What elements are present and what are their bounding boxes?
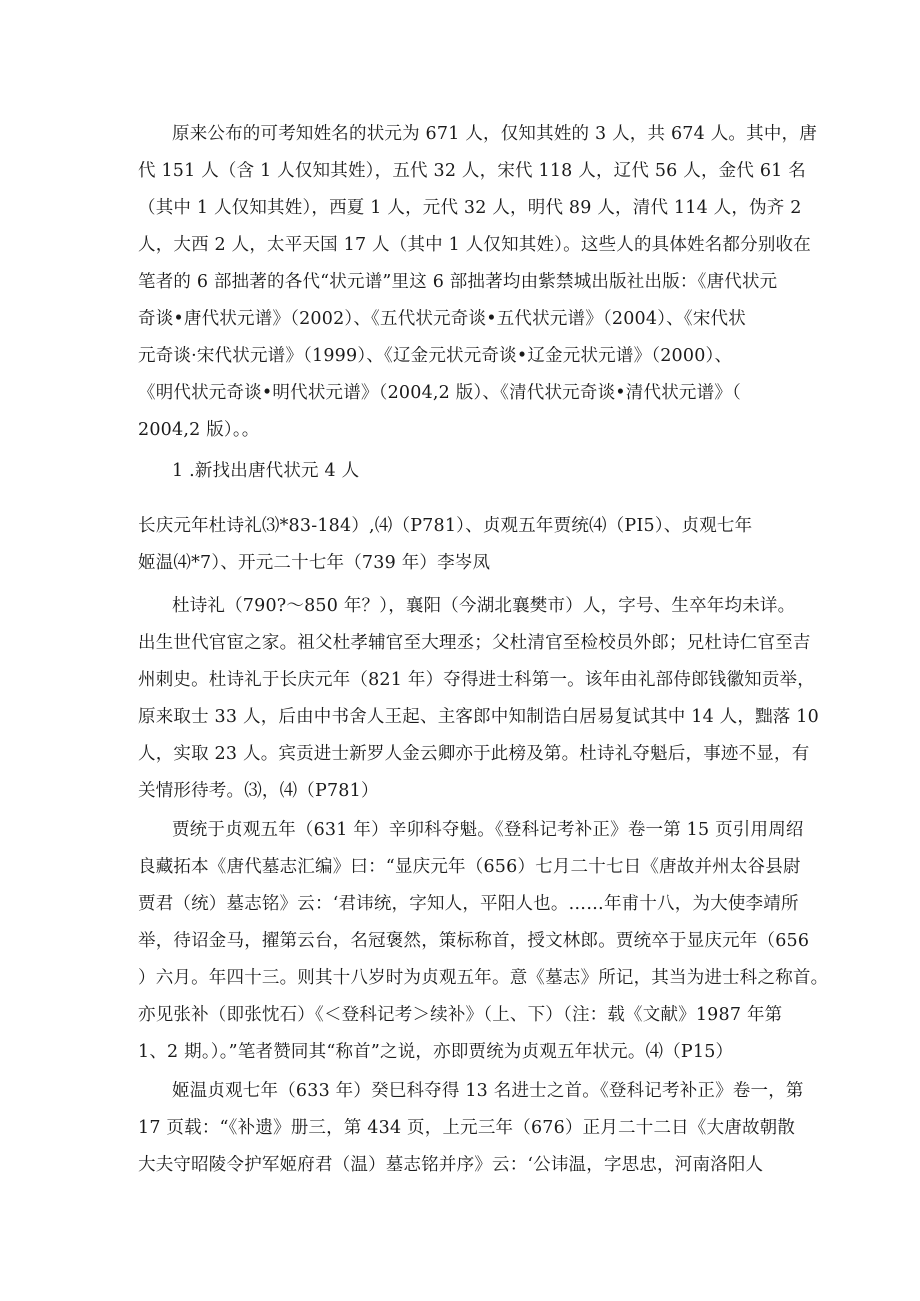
para-du-line: 州刺史。杜诗礼于长庆元年（821 年）夺得进士科第一。该年由礼部侍郎钱徽知贡举， — [138, 670, 815, 690]
para1-line: 笔者的 6 部拙著的各代“状元谱”里这 6 部拙著均由紫禁城出版社出版：《唐代状元 — [138, 272, 778, 292]
para-du-line: 关情形待考。⑶，⑷（P781） — [138, 781, 379, 801]
section-heading: 1 .新找出唐代状元 4 人 — [172, 461, 360, 481]
para1-line: 人，大西 2 人，太平天国 17 人（其中 1 人仅知其姓）。这些人的具体姓名都分别收在 — [138, 235, 811, 255]
para1-line: 元奇谈·宋代状元谱》（1999）、《辽金元状元奇谈•辽金元状元谱》（2000）、 — [138, 346, 733, 366]
para-ji-line: 姬温贞观七年（633 年）癸巳科夺得 13 名进士之首。《登科记考补正》卷一，第 — [172, 1081, 804, 1101]
list-intro-line: 长庆元年杜诗礼⑶*83-184）,⑷（P781）、贞观五年贾统⑷（PI5）、贞观七年 — [138, 516, 753, 536]
para1-line: 奇谈•唐代状元谱》（2002）、《五代状元奇谈•五代状元谱》（2004）、《宋代状 — [138, 309, 746, 329]
para-jia-line: 举，待诏金马，擢第云台，名冠褒然，策标称首，授文林郎。贾统卒于显庆元年（656 — [138, 931, 810, 951]
para-du-line: 原来取士 33 人，后由中书舍人王起、主客郎中知制诰白居易复试其中 14 人，黜落 10 — [138, 707, 819, 727]
para-ji-line: 17 页载：“《补遗》册三，第 434 页，上元三年（676）正月二十二日《大唐故朝散 — [138, 1118, 796, 1138]
para1-line: 《明代状元奇谈•明代状元谱》（2004,2 版）、《清代状元奇谈•清代状元谱》（ — [138, 383, 741, 403]
para-du-line: 杜诗礼（790?～850 年？），襄阳（今湖北襄樊市）人，字号、生卒年均未详。 — [172, 596, 796, 616]
para-ji-line: 大夫守昭陵令护军姬府君（温）墓志铭并序》云：‘公讳温，字思忠，河南洛阳人 — [138, 1155, 764, 1175]
para1-line: 2004,2 版）。。 — [138, 420, 260, 440]
para-jia-line: ）六月。年四十三。则其十八岁时为贞观五年。意《墓志》所记，其当为进士科之称首。 — [138, 968, 829, 988]
para1-line: 代 151 人（含 1 人仅知其姓），五代 32 人，宋代 118 人，辽代 56 人，金代 61 名 — [138, 161, 806, 181]
list-intro-line: 姬温⑷*7）、开元二十七年（739 年）李岑凤 — [138, 553, 491, 573]
para-jia-line: 贾统于贞观五年（631 年）辛卯科夺魁。《登科记考补正》卷一第 15 页引用周绍 — [172, 820, 804, 840]
para-jia-line: 亦见张补（即张忱石）《＜登科记考＞续补》（上、下）（注：载《文献》1987 年第 — [138, 1005, 783, 1025]
para-du-line: 人，实取 23 人。宾贡进士新罗人金云卿亦于此榜及第。杜诗礼夺魁后，事迹不显，有 — [138, 744, 810, 764]
para-jia-line: 良藏拓本《唐代墓志汇编》曰：“显庆元年（656）七月二十七日《唐故并州太谷县尉 — [138, 857, 801, 877]
para1-line: （其中 1 人仅知其姓），西夏 1 人，元代 32 人，明代 89 人，清代 114 人，伪齐 2 — [138, 198, 802, 218]
para-jia-line: 贾君（统）墓志铭》云：‘君讳统，字知人，平阳人也。……年甫十八，为大使李靖所 — [138, 894, 799, 914]
para-jia-line: 1、2 期。）。”笔者赞同其“称首”之说，亦即贾统为贞观五年状元。⑷（P15） — [138, 1042, 734, 1062]
para1-line: 原来公布的可考知姓名的状元为 671 人，仅知其姓的 3 人，共 674 人。其中，唐 — [172, 124, 817, 144]
para-du-line: 出生世代官宦之家。祖父杜孝辅官至大理丞；父杜清官至检校员外郎；兄杜诗仁官至吉 — [138, 633, 811, 653]
